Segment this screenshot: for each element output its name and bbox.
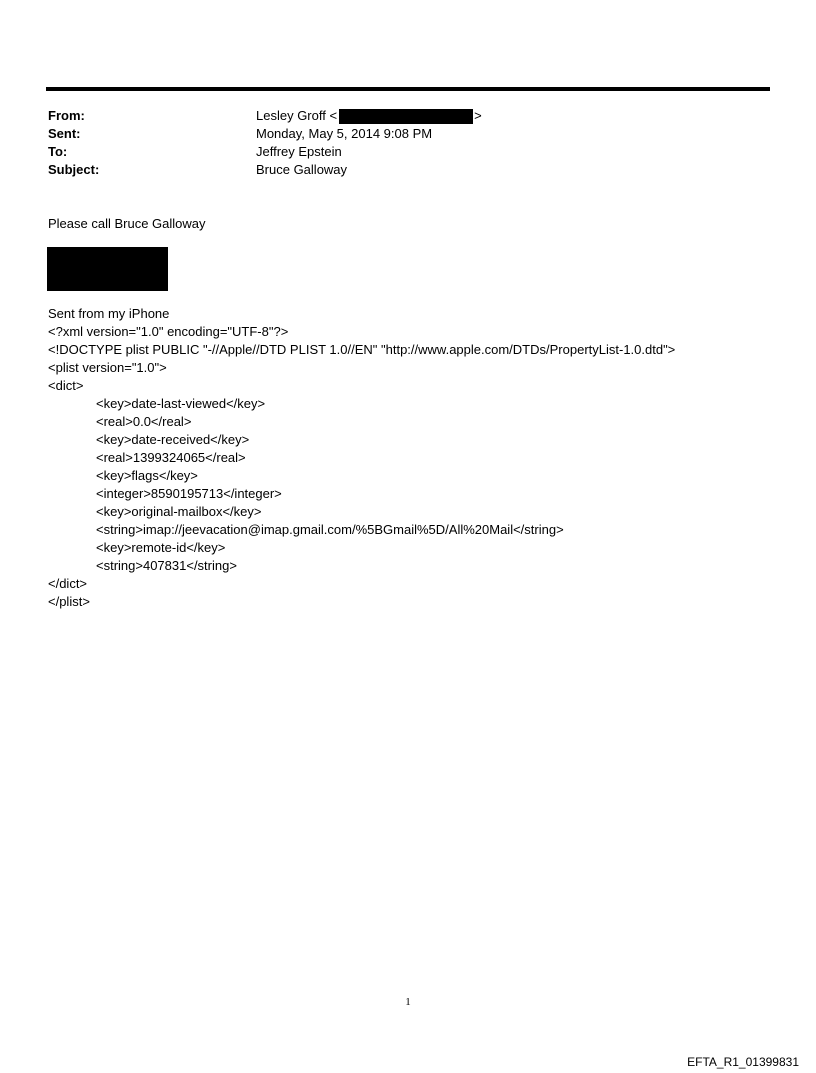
plist-line: <integer>8590195713</integer> xyxy=(96,486,282,501)
plist-line: <key>original-mailbox</key> xyxy=(96,504,262,519)
redaction-block xyxy=(47,247,168,291)
plist-line: <real>0.0</real> xyxy=(96,414,192,429)
plist-block xyxy=(48,323,675,611)
from-row xyxy=(48,107,768,125)
plist-line: </plist> xyxy=(48,594,90,609)
plist-line: <key>flags</key> xyxy=(96,468,198,483)
from-label: From: xyxy=(48,108,85,123)
to-label: To: xyxy=(48,144,68,159)
sent-value: Monday, May 5, 2014 9:08 PM xyxy=(256,126,433,141)
plist-line: <key>date-received</key> xyxy=(96,432,250,447)
plist-line: <key>remote-id</key> xyxy=(96,540,226,555)
plist-line: <real>1399324065</real> xyxy=(96,450,246,465)
page-number: 1 xyxy=(405,996,411,1008)
plist-line: <dict> xyxy=(48,378,84,393)
plist-line: </dict> xyxy=(48,576,88,591)
plist-line: <?xml version="1.0" encoding="UTF-8"?> xyxy=(48,324,289,339)
redaction-block xyxy=(339,109,473,124)
subject-label: Subject: xyxy=(48,162,100,177)
plist-line: <string>407831</string> xyxy=(96,558,237,573)
plist-line: <key>date-last-viewed</key> xyxy=(96,396,266,411)
sent-row xyxy=(48,125,768,143)
message-text: Please call Bruce Galloway xyxy=(48,216,206,231)
signature-text: Sent from my iPhone xyxy=(48,306,170,321)
from-name: Lesley Groff < xyxy=(256,108,338,123)
subject-value: Bruce Galloway xyxy=(256,162,348,177)
header-divider xyxy=(46,87,770,91)
from-close-bracket: > xyxy=(474,108,482,123)
to-value: Jeffrey Epstein xyxy=(256,144,342,159)
plist-line: <!DOCTYPE plist PUBLIC "-//Apple//DTD PLIST 1.0//EN" "http://www.apple.com/DTDs/PropertyList-1.0.dtd"> xyxy=(48,342,676,357)
sent-label: Sent: xyxy=(48,126,81,141)
from-value xyxy=(256,107,482,125)
email-header xyxy=(48,107,768,179)
to-row xyxy=(48,143,768,161)
document-id: EFTA_R1_01399831 xyxy=(687,1055,799,1069)
plist-line: <plist version="1.0"> xyxy=(48,360,167,375)
plist-line: <string>imap://jeevacation@imap.gmail.com/%5BGmail%5D/All%20Mail</string> xyxy=(96,522,564,537)
subject-row xyxy=(48,161,768,179)
